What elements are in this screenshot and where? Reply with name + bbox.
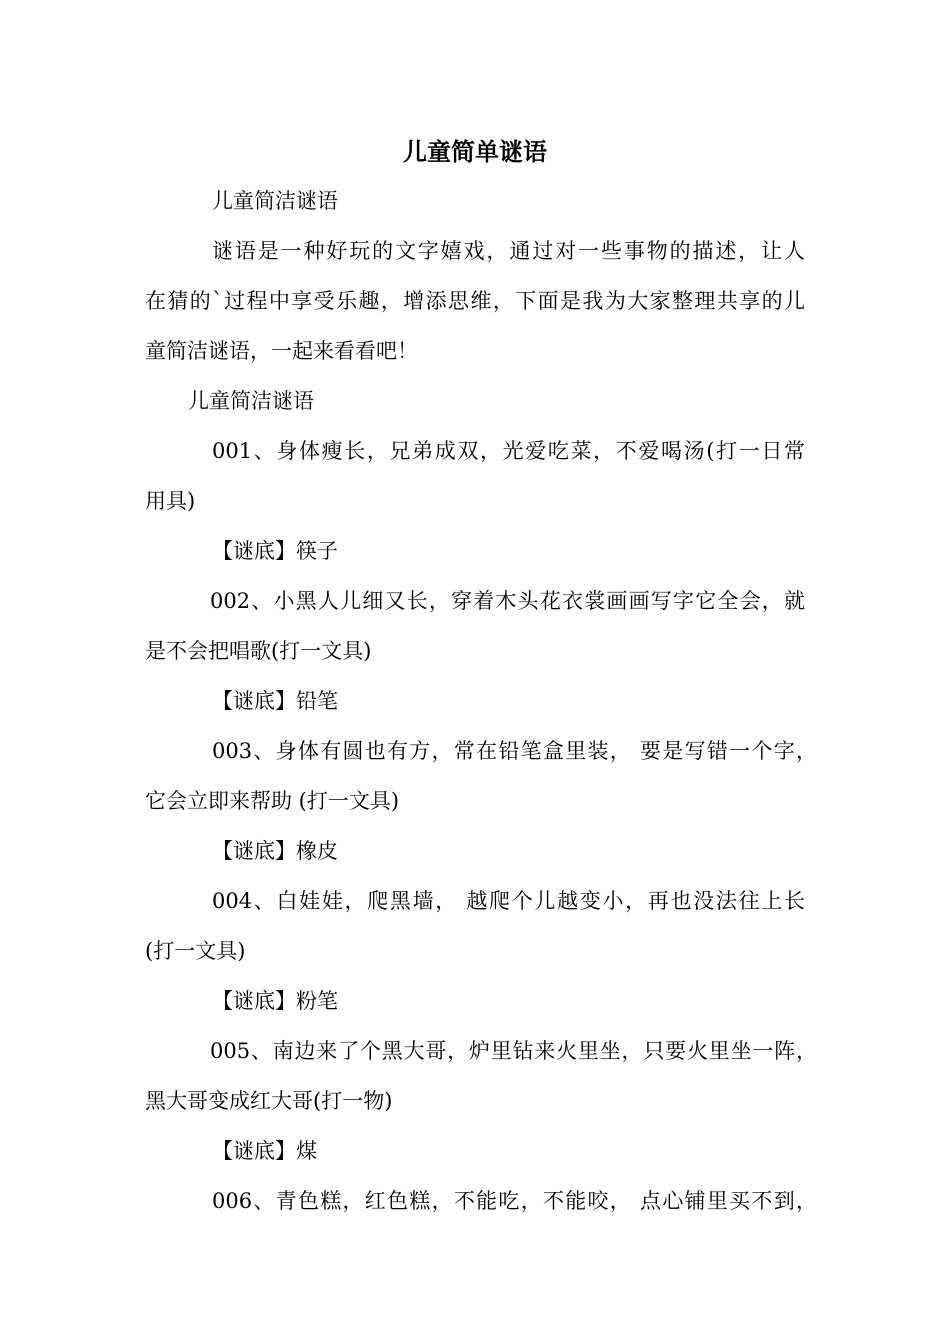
riddle-001-line-1: 001、身体瘦长，兄弟成双，光爱吃菜，不爱喝汤(打一日常 — [212, 439, 805, 463]
riddle-003-line-2: 它会立即来帮助 (打一文具) — [145, 789, 400, 813]
subtitle: 儿童简洁谜语 — [212, 189, 338, 213]
riddle-003-answer: 【谜底】橡皮 — [212, 839, 338, 863]
riddle-002-line-1: 002、小黑人儿细又长，穿着木头花衣裳画画写字它全会，就 — [210, 589, 805, 613]
riddle-005-line-2: 黑大哥变成红大哥(打一物) — [145, 1089, 393, 1113]
section-heading: 儿童简洁谜语 — [188, 389, 314, 413]
intro-line-3: 童简洁谜语，一起来看看吧！ — [145, 339, 418, 363]
riddle-005-line-1: 005、南边来了个黑大哥，炉里钻来火里坐，只要火里坐一阵， — [210, 1039, 817, 1063]
riddle-004-line-1: 004、白娃娃，爬黑墙， 越爬个儿越变小，再也没法往上长 — [212, 889, 805, 913]
riddle-005-answer: 【谜底】煤 — [212, 1139, 317, 1163]
riddle-002-answer: 【谜底】铅笔 — [212, 689, 338, 713]
riddle-006-line-1: 006、青色糕，红色糕，不能吃，不能咬， 点心铺里买不到， — [212, 1189, 817, 1213]
page-title: 儿童简单谜语 — [403, 137, 547, 166]
riddle-004-answer: 【谜底】粉笔 — [212, 989, 338, 1013]
riddle-001-line-2: 用具) — [145, 489, 196, 513]
riddle-001-answer: 【谜底】筷子 — [212, 539, 338, 563]
riddle-003-line-1: 003、身体有圆也有方，常在铅笔盒里装， 要是写错一个字， — [212, 739, 817, 763]
intro-line-1: 谜语是一种好玩的文字嬉戏，通过对一些事物的描述，让人 — [212, 239, 805, 263]
riddle-004-line-2: (打一文具) — [145, 939, 246, 963]
intro-line-2: 在猜的`过程中享受乐趣，增添思维，下面是我为大家整理共享的儿 — [145, 289, 805, 313]
riddle-002-line-2: 是不会把唱歌(打一文具) — [145, 639, 372, 663]
